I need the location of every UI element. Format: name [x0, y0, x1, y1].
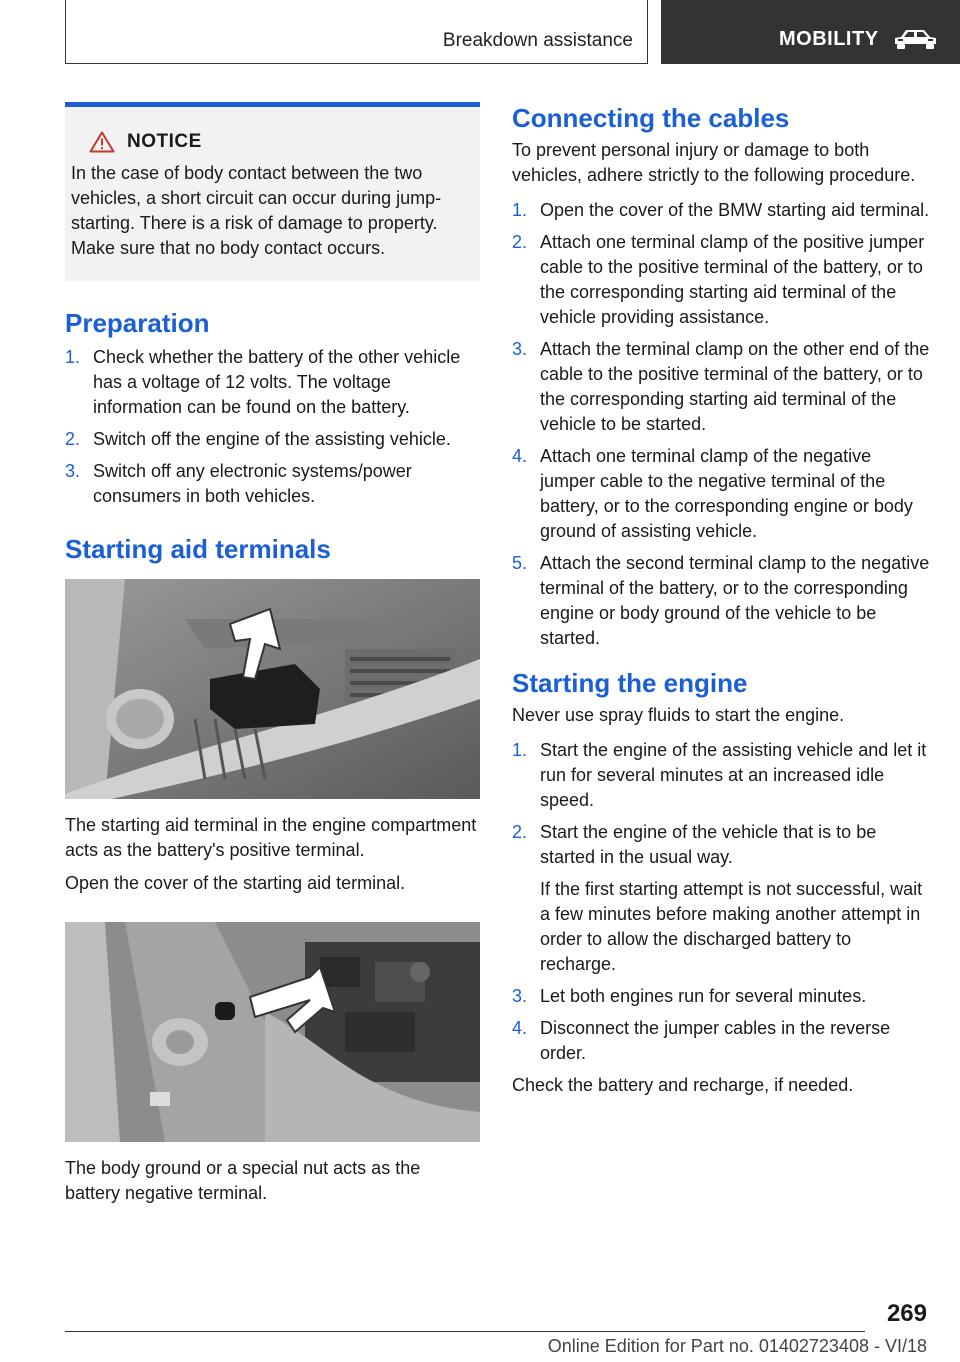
list-item	[512, 1016, 930, 1066]
starting-engine-outro: Check the battery and recharge, if needed.	[512, 1075, 854, 1095]
step-number: 3.	[512, 339, 528, 359]
step-number: 1.	[512, 740, 528, 760]
step-number: 2.	[512, 232, 528, 252]
preparation-heading: Preparation	[65, 308, 210, 338]
list-item	[512, 198, 930, 223]
connecting-intro: To prevent personal injury or damage to both vehicles, adhere strictly to the following procedure.	[512, 140, 916, 185]
starting-engine-intro: Never use spray fluids to start the engine.	[512, 705, 845, 725]
left-column	[65, 102, 480, 1206]
list-item	[512, 337, 930, 437]
list-item	[65, 345, 480, 420]
footer-divider	[65, 1331, 865, 1332]
step-text: Let both engines run for several minutes.	[540, 986, 867, 1006]
step-number: 1.	[65, 347, 81, 367]
caption-open-cover: Open the cover of the starting aid terminal.	[65, 873, 406, 893]
right-column	[512, 102, 930, 1098]
preparation-steps	[65, 345, 480, 509]
section-title: Breakdown assistance	[442, 30, 633, 51]
list-item	[512, 551, 930, 651]
starting-engine-heading: Starting the engine	[512, 668, 748, 698]
step-number: 4.	[512, 446, 528, 466]
page-number: 269	[886, 1300, 927, 1327]
chapter-tab	[661, 0, 960, 64]
list-item	[512, 738, 930, 813]
step-number: 4.	[512, 1018, 528, 1038]
step-text: Start the engine of the assisting vehicle and let it run for several minutes at an increased idle speed.	[540, 740, 927, 810]
step-number: 3.	[65, 461, 81, 481]
connecting-heading: Connecting the cables	[512, 103, 790, 133]
list-item	[65, 459, 480, 509]
step-text: Switch off any electronic systems/power consumers in both vehicles.	[93, 461, 412, 506]
step-text: Open the cover of the BMW starting aid terminal.	[540, 200, 930, 220]
edition-footer: Online Edition for Part no. 01402723408 - VI/18	[547, 1336, 927, 1356]
step-number: 1.	[512, 200, 528, 220]
notice-box	[65, 102, 480, 281]
step-number: 2.	[512, 822, 528, 842]
list-item	[512, 230, 930, 330]
caption-positive-terminal: The starting aid terminal in the engine compartment acts as the battery's positive terminal.	[65, 815, 477, 860]
step-text: Attach one terminal clamp of the positive jumper cable to the positive terminal of the battery, or to the corresponding starting aid terminal of the vehicle providing assistance.	[540, 232, 925, 327]
negative-terminal-photo	[65, 922, 480, 1142]
step-text: Switch off the engine of the assisting vehicle.	[93, 429, 451, 449]
step-text: Attach the second terminal clamp to the negative terminal of the battery, or to the corresponding engine or body ground of the vehicle to be started.	[540, 553, 930, 648]
starting-aid-heading: Starting aid terminals	[65, 534, 331, 564]
notice-text: In the case of body contact between the two vehicles, a short circuit can occur during jump-starting. There is a risk of damage to property. Make sure that no body contact occurs.	[71, 163, 442, 258]
starting-engine-steps	[512, 738, 930, 1066]
step-text: Start the engine of the vehicle that is to be started in the usual way.	[540, 822, 877, 867]
connecting-steps	[512, 198, 930, 651]
step-number: 3.	[512, 986, 528, 1006]
step-number: 2.	[65, 429, 81, 449]
step-text: Attach one terminal clamp of the negative jumper cable to the negative terminal of the battery, or to the corresponding engine or body ground of assisting vehicle.	[540, 446, 913, 541]
header-section-box	[65, 0, 648, 64]
step-text: Check whether the battery of the other vehicle has a voltage of 12 volts. The voltage information can be found on the battery.	[93, 347, 461, 417]
list-item	[512, 984, 930, 1009]
list-item	[512, 444, 930, 544]
list-item	[512, 820, 930, 977]
notice-title: NOTICE	[127, 131, 202, 152]
starting-aid-terminal-photo	[65, 579, 480, 799]
car-icon	[889, 26, 941, 52]
step-text: Attach the terminal clamp on the other end of the cable to the positive terminal of the battery, or to the corresponding starting aid terminal of the vehicle to be started.	[540, 339, 930, 434]
step-number: 5.	[512, 553, 528, 573]
step-subtext: If the first starting attempt is not successful, wait a few minutes before making another attempt in order to allow the discharged battery to recharge.	[540, 879, 923, 974]
list-item	[65, 427, 480, 452]
caption-negative-terminal: The body ground or a special nut acts as the battery negative terminal.	[65, 1158, 421, 1203]
notice-header	[71, 131, 462, 153]
chapter-label: MOBILITY	[779, 28, 879, 50]
step-text: Disconnect the jumper cables in the reverse order.	[540, 1018, 891, 1063]
warning-triangle-icon	[89, 131, 115, 153]
